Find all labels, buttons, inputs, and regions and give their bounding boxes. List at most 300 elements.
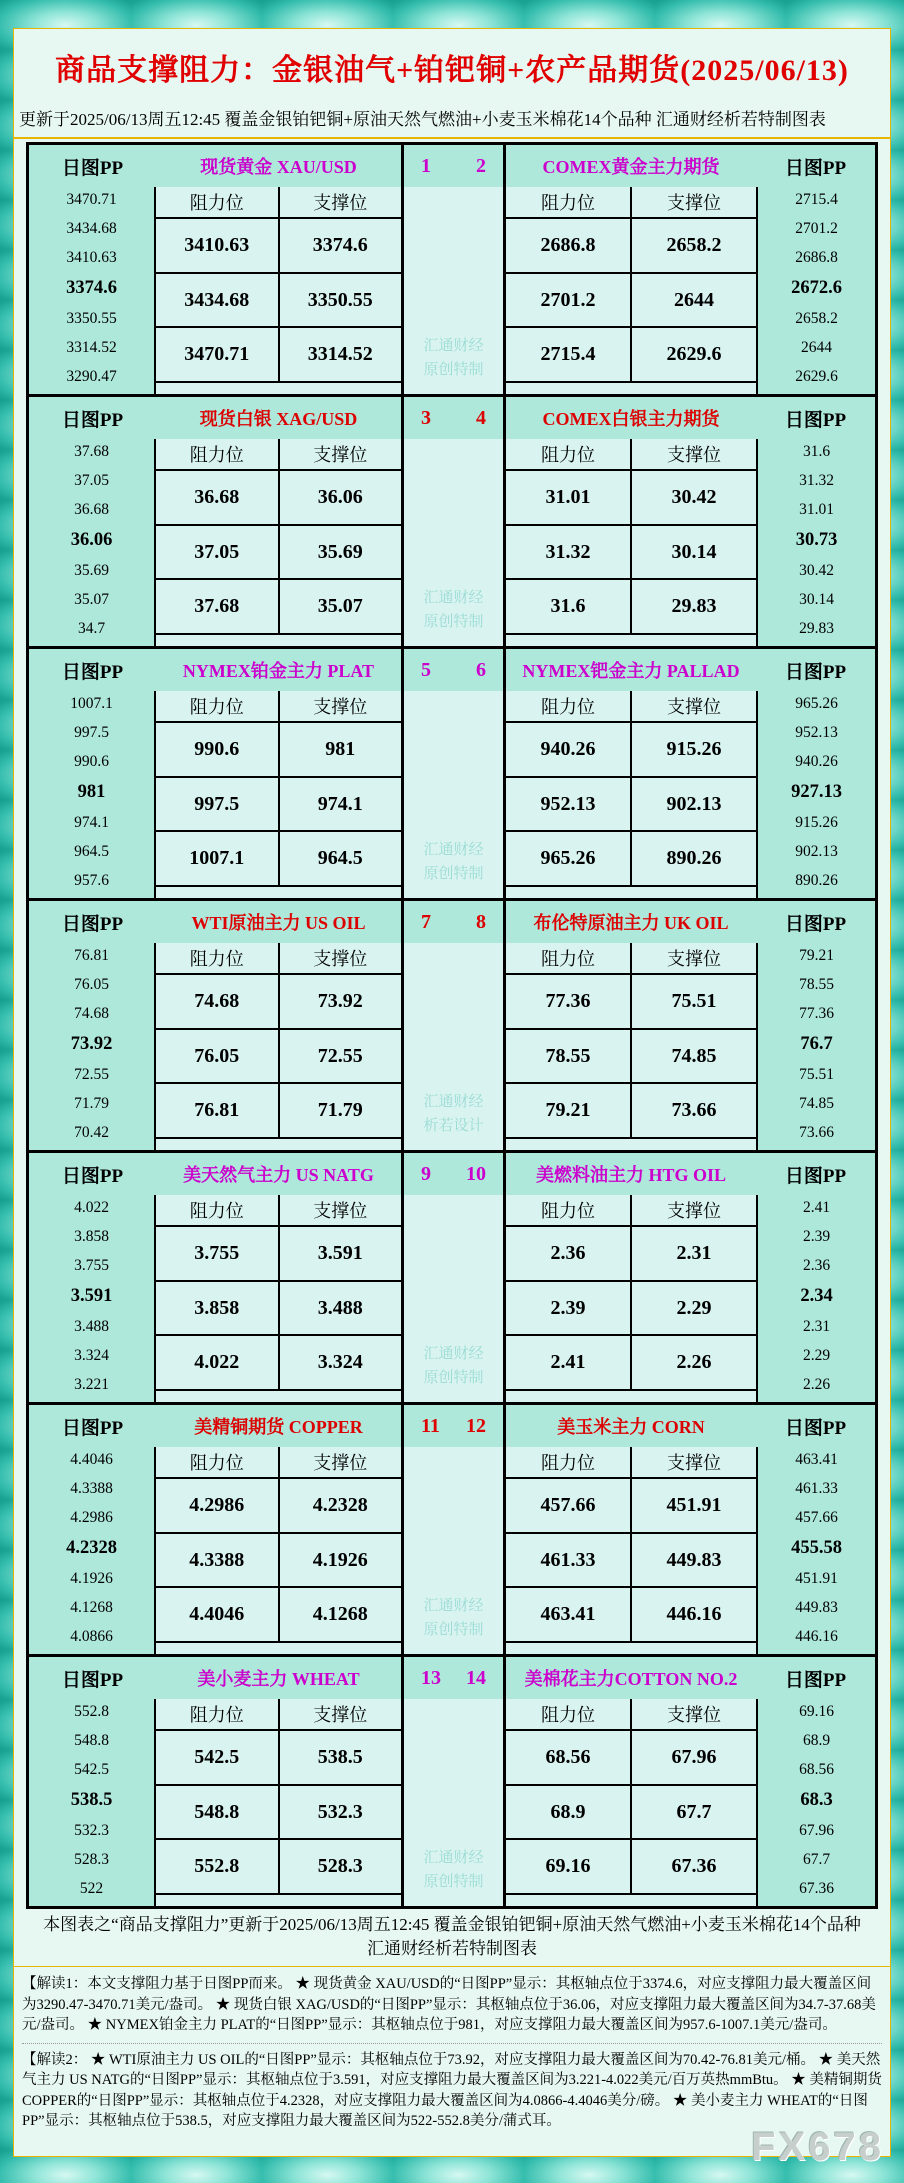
support-value: 73.92 [317,989,363,1012]
pp-pivot-value: 455.58 [791,1538,842,1559]
support-resistance-table-right [506,1195,756,1391]
support-value: 538.5 [317,1745,363,1768]
pp-value: 68.56 [799,1761,834,1779]
pair-number-cell [401,1153,506,1195]
table-header [506,1195,756,1227]
pp-value: 67.36 [799,1880,834,1898]
left-table-area [156,187,401,394]
support-value: 2.31 [676,1241,712,1264]
resistance-value: 37.05 [156,526,280,579]
support-header: 支撑位 [667,445,721,465]
support-value: 73.66 [671,1099,717,1122]
watermark-line-1: 汇通财经 [423,1346,484,1362]
pp-value: 2.41 [802,1199,831,1216]
instrument-name-right: 美玉米主力 CORN [557,1417,705,1437]
pair-number-cell [401,397,506,439]
left-table-area [156,1195,401,1402]
table-header [156,943,401,975]
support-value: 67.36 [671,1855,717,1878]
pp-label-left: 日图PP [61,1669,124,1691]
pp-value: 75.51 [799,1066,834,1084]
resistance-value: 76.05 [156,1030,280,1083]
pp-value: 35.07 [74,591,109,609]
support-value: 3.324 [317,1351,363,1374]
support-resistance-table-right [506,1699,756,1895]
pp-value: 76.81 [74,947,109,964]
support-value: 74.85 [671,1044,717,1067]
right-table-area [506,439,756,646]
pp-values-right [756,943,875,1150]
pp-value: 3410.63 [66,249,117,267]
table-row [156,1731,401,1786]
support-value: 29.83 [671,595,717,618]
notes-section [14,1967,890,2169]
resistance-value: 2.39 [506,1282,632,1335]
resistance-value: 74.68 [156,975,280,1028]
pp-value: 77.36 [799,1005,834,1023]
table-row [156,975,401,1030]
pp-value: 974.1 [74,814,109,832]
resistance-header: 阻力位 [156,943,280,973]
support-value: 532.3 [317,1800,363,1823]
note-2: 【解读2： ★ WTI原油主力 US OIL的“日图PP”显示：其枢轴点位于73.92，对应支撑阻力最大覆盖区间为70.42-76.81美元/桶。 ★ 美天然气主力 US NATG的“日图PP”显示：其枢轴点位于3.591，对应支撑阻力最大覆盖区间为3.221-4.022美元/百万英热mmBtu。 ★ 美精铜期货 COPPER的“日图PP”显示：其枢轴点位于4.2328，对应支撑阻力最大覆盖区间为4.0866-4.4046美分/磅。 ★ 美小麦主力 WHEAT的“日图PP”显示：其枢轴点位于538.5，对应支撑阻力最大覆盖区间为522-552.8美分/蒲式耳。 [22,2051,882,2129]
pp-value: 997.5 [74,724,109,742]
pp-value: 457.66 [795,1509,838,1527]
resistance-value: 965.26 [506,832,632,885]
pp-pivot-value: 927.13 [791,782,842,803]
table-row [156,580,401,633]
pp-values-left [29,943,156,1150]
table-header [156,439,401,471]
pp-value: 79.21 [799,947,834,964]
pp-pivot-value: 981 [77,782,106,803]
table-row [506,1840,756,1893]
table-row [506,274,756,329]
resistance-header: 阻力位 [506,1195,632,1225]
support-value: 2.29 [676,1296,712,1319]
pp-value: 74.68 [74,1005,109,1023]
resistance-header: 阻力位 [506,439,632,469]
pp-label-left: 日图PP [61,409,124,431]
middle-column [401,1699,506,1906]
block-header-row [29,901,875,943]
resistance-header: 阻力位 [506,187,632,217]
support-value: 890.26 [666,847,722,870]
resistance-value: 997.5 [156,778,280,831]
support-value: 446.16 [666,1603,722,1626]
pp-value: 35.69 [74,562,109,580]
pp-value: 463.41 [795,1451,838,1468]
pp-pivot-value: 3.591 [70,1286,113,1307]
resistance-header: 阻力位 [156,439,280,469]
support-value: 915.26 [666,737,722,760]
watermark-line-2: 原创特制 [423,1874,484,1890]
pp-values-left [29,1195,156,1402]
support-header: 支撑位 [667,1705,721,1725]
block-body [29,1447,875,1654]
pp-value: 461.33 [795,1480,838,1498]
pp-label-right: 日图PP [784,1417,847,1439]
support-value: 964.5 [317,847,363,870]
pp-value: 2629.6 [795,368,838,386]
support-resistance-table-left [156,691,401,887]
support-value: 71.79 [317,1099,363,1122]
table-row [506,471,756,526]
resistance-header: 阻力位 [156,691,280,721]
support-resistance-table-right [506,943,756,1139]
pp-value: 2644 [801,339,832,357]
watermark-line-1: 汇通财经 [423,338,484,354]
pp-value: 522 [79,1880,104,1898]
pair-number-2: 10 [466,1162,486,1185]
middle-column [401,691,506,898]
instrument-name-right: COMEX白银主力期货 [542,409,720,429]
table-header [506,691,756,723]
pp-pivot-value: 36.06 [70,530,113,551]
resistance-value: 2.36 [506,1227,632,1280]
pp-pivot-value: 3374.6 [66,278,117,299]
table-row [156,471,401,526]
pair-number-cell [401,1405,506,1447]
support-value: 67.96 [671,1745,717,1768]
resistance-value: 1007.1 [156,832,280,885]
instrument-name-left: 美小麦主力 WHEAT [197,1669,360,1689]
instrument-name-left: 现货黄金 XAU/USD [200,157,357,177]
middle-column [401,187,506,394]
watermark-line-2: 原创特制 [423,1370,484,1386]
table-row [506,1588,756,1641]
pp-value: 71.79 [74,1095,109,1113]
pp-value: 548.8 [74,1732,109,1750]
resistance-value: 78.55 [506,1030,632,1083]
support-value: 3.488 [317,1296,363,1319]
table-row [506,778,756,833]
support-resistance-table-left [156,943,401,1139]
table-row [156,1084,401,1137]
table-row [156,1030,401,1085]
support-header: 支撑位 [667,193,721,213]
table-header [506,187,756,219]
pp-value: 532.3 [74,1822,109,1840]
middle-column [401,1195,506,1402]
pp-value: 890.26 [795,872,838,890]
pp-values-left [29,439,156,646]
left-table-area [156,1447,401,1654]
instrument-name-left: 美天然气主力 US NATG [183,1165,374,1185]
infographic-panel [13,28,891,2169]
table-row [506,1479,756,1534]
pp-value: 69.16 [799,1703,834,1720]
pp-label-right: 日图PP [784,409,847,431]
pp-label-right: 日图PP [784,1669,847,1691]
commodity-block [29,1405,875,1657]
middle-column [401,1447,506,1654]
middle-column [401,943,506,1150]
pp-value: 2.29 [802,1347,831,1365]
resistance-value: 76.81 [156,1084,280,1137]
pp-value: 37.05 [74,472,109,490]
resistance-value: 77.36 [506,975,632,1028]
pp-value: 4.0866 [70,1628,113,1646]
support-value: 902.13 [666,792,722,815]
resistance-value: 457.66 [506,1479,632,1532]
block-header-row [29,1405,875,1447]
pp-pivot-value: 76.7 [800,1034,833,1055]
left-table-area [156,691,401,898]
block-body [29,943,875,1150]
table-row [156,1282,401,1337]
pp-value: 31.32 [799,472,834,490]
resistance-value: 990.6 [156,723,280,776]
pp-value: 542.5 [74,1761,109,1779]
support-value: 3374.6 [312,233,368,256]
support-resistance-table-right [506,439,756,635]
resistance-value: 36.68 [156,471,280,524]
pp-value: 965.26 [795,695,838,712]
right-table-area [506,187,756,394]
commodity-block [29,1153,875,1405]
block-header-row [29,145,875,187]
left-table-area [156,1699,401,1906]
pair-number-2: 2 [476,154,486,177]
pair-number-2: 14 [466,1666,486,1689]
pair-number-cell [401,1657,506,1699]
commodity-block [29,1657,875,1906]
pp-pivot-value: 68.3 [800,1790,833,1811]
pp-pivot-value: 2672.6 [791,278,842,299]
table-row [156,526,401,581]
pp-value: 3.221 [74,1376,109,1394]
pp-value: 940.26 [795,753,838,771]
support-value: 4.1268 [312,1603,368,1626]
resistance-header: 阻力位 [156,1195,280,1225]
pp-value: 3.324 [74,1347,109,1365]
pp-value: 4.1268 [70,1599,113,1617]
support-header: 支撑位 [313,1201,368,1221]
pp-label-right: 日图PP [784,1165,847,1187]
table-row [506,723,756,778]
pp-value: 2686.8 [795,249,838,267]
commodity-block [29,397,875,649]
resistance-value: 3434.68 [156,274,280,327]
resistance-value: 940.26 [506,723,632,776]
support-resistance-table-right [506,187,756,383]
note-1: 【解读1：本文支撑阻力基于日图PP而来。 ★ 现货黄金 XAU/USD的“日图PP”显示：其枢轴点位于3374.6，对应支撑阻力最大覆盖区间为3290.47-3470.71美元/盎司。 ★ 现货白银 XAG/USD的“日图PP”显示：其枢轴点位于36.06，对应支撑阻力最大覆盖区间为34.7-37.68美元/盎司。 ★ NYMEX铂金主力 PLAT的“日图PP”显示：其枢轴点位于981，对应支撑阻力最大覆盖区间为957.6-1007.1美元/盎司。 [22,1976,876,2033]
instrument-name-left: 现货白银 XAG/USD [199,409,358,429]
pp-value: 34.7 [77,620,106,638]
block-body [29,1699,875,1906]
table-row [506,580,756,633]
pp-value: 3350.55 [66,310,117,328]
support-header: 支撑位 [313,445,368,465]
brand-watermark: FX678 [751,2125,884,2169]
instrument-name-right: 布伦特原油主力 UK OIL [533,913,729,933]
site-watermark [423,1342,483,1390]
resistance-value: 37.68 [156,580,280,633]
support-value: 3314.52 [307,343,373,366]
pair-number-1: 13 [421,1666,441,1689]
support-value: 4.2328 [312,1493,368,1516]
right-table-area [506,1699,756,1906]
pair-number-cell [401,901,506,943]
instrument-name-right: NYMEX钯金主力 PALLAD [522,661,740,681]
resistance-value: 3.858 [156,1282,280,1335]
commodity-block [29,901,875,1153]
pair-number-2: 4 [476,406,486,429]
support-value: 3.591 [317,1241,363,1264]
table-row [156,328,401,381]
table-row [156,219,401,274]
pp-value: 451.91 [795,1570,838,1588]
pp-value: 31.6 [802,443,831,460]
pp-value: 73.66 [799,1124,834,1142]
block-body [29,439,875,646]
pp-value: 76.05 [74,976,109,994]
support-value: 2658.2 [666,233,722,256]
table-header [506,1699,756,1731]
support-value: 30.42 [671,485,717,508]
pp-value: 72.55 [74,1066,109,1084]
support-value: 75.51 [671,989,717,1012]
pair-number-1: 9 [421,1162,431,1185]
pp-label-right: 日图PP [784,913,847,935]
table-row [156,1227,401,1282]
table-row [156,778,401,833]
pair-number-1: 1 [421,154,431,177]
left-table-area [156,439,401,646]
support-header: 支撑位 [313,1705,368,1725]
pp-value: 67.96 [799,1822,834,1840]
pair-number-1: 5 [421,658,431,681]
support-header: 支撑位 [667,1201,721,1221]
support-resistance-table-right [506,1447,756,1643]
pp-values-left [29,187,156,394]
resistance-header: 阻力位 [506,1699,632,1729]
pp-value: 36.68 [74,501,109,519]
block-header-row [29,649,875,691]
pp-value: 3.488 [74,1318,109,1336]
table-header [156,691,401,723]
commodity-block [29,649,875,901]
pp-value: 449.83 [795,1599,838,1617]
resistance-value: 4.3388 [156,1534,280,1587]
support-value: 2644 [674,288,714,311]
table-header [156,187,401,219]
support-header: 支撑位 [667,949,721,969]
table-row [506,219,756,274]
support-value: 30.14 [671,540,717,563]
blocks-container [26,142,878,1909]
table-row [506,1084,756,1137]
pp-value: 30.42 [799,562,834,580]
pp-value: 915.26 [795,814,838,832]
watermark-line-2: 原创特制 [423,614,484,630]
resistance-value: 548.8 [156,1786,280,1839]
pair-number-2: 12 [466,1414,486,1437]
site-watermark [423,586,483,634]
table-header [506,943,756,975]
pp-value: 68.9 [802,1732,831,1750]
footer-note: 本图表之“商品支撑阻力”更新于2025/06/13周五12:45 覆盖金银铂钯铜+原油天然气燃油+小麦玉米棉花14个品种 汇通财经析若特制图表 [14,1909,890,1967]
pp-value: 78.55 [799,976,834,994]
resistance-value: 31.32 [506,526,632,579]
pp-value: 3290.47 [66,368,117,386]
support-resistance-table-left [156,1699,401,1895]
pp-value: 29.83 [799,620,834,638]
resistance-value: 4.2986 [156,1479,280,1532]
pp-pivot-value: 538.5 [70,1790,113,1811]
pp-values-right [756,187,875,394]
table-row [156,1336,401,1389]
resistance-value: 2.41 [506,1336,632,1389]
pp-label-left: 日图PP [61,157,124,179]
pp-values-left [29,1447,156,1654]
resistance-value: 952.13 [506,778,632,831]
pp-value: 3.858 [74,1228,109,1246]
pp-value: 2.31 [802,1318,831,1336]
table-row [506,1731,756,1786]
pp-value: 4.1926 [70,1570,113,1588]
pair-number-1: 7 [421,910,431,933]
support-header: 支撑位 [313,697,368,717]
table-row [156,832,401,885]
pp-pivot-value: 73.92 [70,1034,113,1055]
resistance-value: 552.8 [156,1840,280,1893]
watermark-line-2: 原创特制 [423,866,484,882]
resistance-value: 69.16 [506,1840,632,1893]
pp-label-left: 日图PP [61,1417,124,1439]
block-header-row [29,1657,875,1699]
pp-label-left: 日图PP [61,1165,124,1187]
table-header [506,1447,756,1479]
watermark-line-1: 汇通财经 [423,842,484,858]
pp-value: 2.39 [802,1228,831,1246]
support-resistance-table-left [156,187,401,383]
pp-value: 2701.2 [795,220,838,238]
pp-value: 1007.1 [70,695,113,712]
watermark-line-1: 汇通财经 [423,1598,484,1614]
block-body [29,187,875,394]
right-table-area [506,1195,756,1402]
resistance-value: 4.022 [156,1336,280,1389]
table-row [506,1534,756,1589]
resistance-value: 31.01 [506,471,632,524]
instrument-name-left: NYMEX铂金主力 PLAT [182,661,375,681]
support-value: 974.1 [317,792,363,815]
table-row [506,1227,756,1282]
block-header-row [29,397,875,439]
instrument-name-left: WTI原油主力 US OIL [191,913,366,933]
pp-value: 902.13 [795,843,838,861]
pp-values-right [756,691,875,898]
table-row [156,274,401,329]
resistance-value: 68.9 [506,1786,632,1839]
pp-value: 552.8 [74,1703,109,1720]
pp-value: 964.5 [74,843,109,861]
pp-values-left [29,691,156,898]
watermark-line-2: 原创特制 [423,1622,484,1638]
table-row [156,1534,401,1589]
commodity-block [29,145,875,397]
site-watermark [423,1846,483,1894]
right-table-area [506,1447,756,1654]
pp-value: 37.68 [74,443,109,460]
support-value: 35.69 [317,540,363,563]
table-row [506,832,756,885]
pp-value: 990.6 [74,753,109,771]
pp-values-right [756,1195,875,1402]
resistance-header: 阻力位 [506,943,632,973]
